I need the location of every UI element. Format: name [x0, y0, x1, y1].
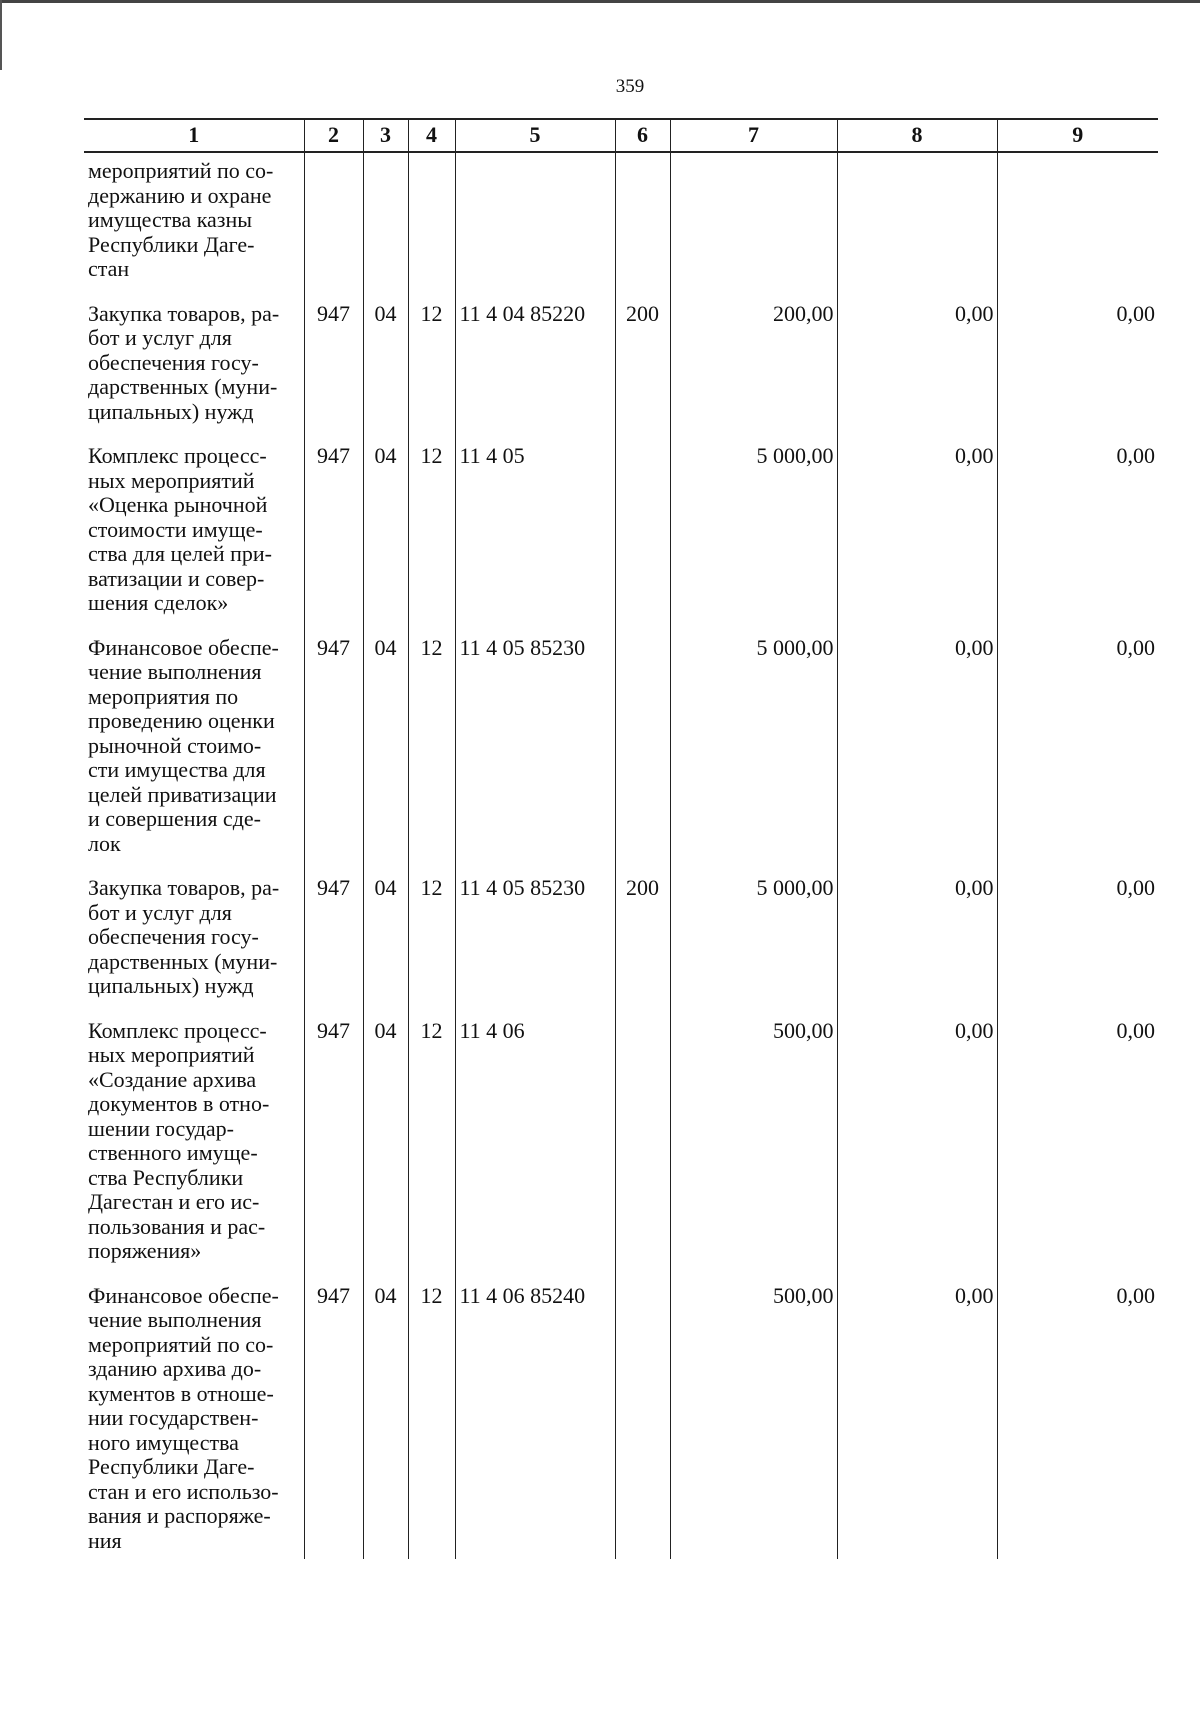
cell-ministry-code: 947: [304, 630, 363, 871]
cell-subsection: 12: [408, 296, 455, 439]
cell-ministry-code: 947: [304, 438, 363, 630]
cell-amount-col9: [997, 152, 1158, 296]
cell-target-article: 11 4 06 85240: [455, 1278, 615, 1560]
header-col-9: 9: [997, 119, 1158, 152]
item-name-line: мероприятий по со-: [88, 158, 274, 183]
item-name-line: Закупка товаров, ра-: [88, 300, 280, 326]
item-name-line: ципальных) нужд: [88, 398, 254, 424]
cell-amount-col9: 0,00: [997, 1278, 1158, 1560]
cell-amount-col9: 0,00: [997, 296, 1158, 439]
table-row: [84, 870, 1158, 1013]
item-name-line: нии государствен-: [88, 1405, 259, 1430]
item-name-line: целей приватизации: [88, 781, 277, 807]
cell-subsection: 12: [408, 1278, 455, 1560]
header-col-8: 8: [837, 119, 997, 152]
cell-section: 04: [363, 1278, 408, 1560]
item-name-line: ных мероприятий: [88, 1042, 255, 1067]
item-name-line: сти имущества для: [88, 757, 266, 782]
item-name-line: Комплекс процесс-: [88, 1017, 267, 1043]
item-name-line: ния: [88, 1527, 122, 1553]
item-name-line: Закупка товаров, ра-: [88, 875, 280, 900]
item-name-line: стан и его использо-: [88, 1478, 279, 1504]
cell-expense-type: [615, 630, 670, 871]
cell-amount-col9: 0,00: [997, 870, 1158, 1013]
cell-section: 04: [363, 296, 408, 439]
cell-subsection: 12: [408, 630, 455, 871]
item-name-line: ства для целей при-: [88, 541, 272, 566]
cell-target-article: 11 4 05: [455, 438, 615, 630]
item-name-line: Комплекс процесс-: [88, 443, 267, 468]
cell-amount-col9: 0,00: [997, 438, 1158, 630]
cell-target-article: 11 4 06: [455, 1013, 615, 1278]
cell-ministry-code: 947: [304, 1013, 363, 1278]
item-name-line: имущества казны: [88, 207, 253, 232]
cell-ministry-code: 947: [304, 296, 363, 439]
header-col-5: 5: [455, 119, 615, 152]
item-name-line: и совершения сде-: [88, 806, 261, 831]
cell-item-name: [84, 630, 304, 871]
cell-amount-col7: 5 000,00: [670, 630, 837, 871]
cell-target-article: [455, 152, 615, 296]
cell-ministry-code: 947: [304, 1278, 363, 1560]
cell-amount-col7: 5 000,00: [670, 438, 837, 630]
header-col-3: 3: [363, 119, 408, 152]
cell-amount-col8: [837, 152, 997, 296]
cell-item-name: [84, 870, 304, 1013]
item-name-line: обеспечения госу-: [88, 349, 259, 375]
item-name-line: Финансовое обеспе-: [88, 1282, 279, 1308]
cell-target-article: 11 4 05 85230: [455, 870, 615, 1013]
item-name-line: Республики Даге-: [88, 1454, 255, 1479]
header-col-4: 4: [408, 119, 455, 152]
item-name-line: лок: [88, 830, 121, 856]
cell-subsection: 12: [408, 438, 455, 630]
item-name-line: дарственных (муни-: [88, 948, 278, 974]
item-name-line: обеспечения госу-: [88, 924, 259, 949]
cell-amount-col7: [670, 152, 837, 296]
cell-amount-col9: 0,00: [997, 1013, 1158, 1278]
cell-subsection: 12: [408, 870, 455, 1013]
table-row: [84, 1278, 1158, 1560]
item-name-line: чение выполнения: [88, 1307, 262, 1332]
cell-expense-type: [615, 1013, 670, 1278]
item-name-line: Республики Даге-: [88, 231, 255, 257]
table-header-row: [84, 119, 1158, 152]
table-row: [84, 296, 1158, 439]
item-name-line: Финансовое обеспе-: [88, 634, 279, 660]
table-row: [84, 152, 1158, 296]
cell-amount-col8: 0,00: [837, 438, 997, 630]
item-name-line: дарственных (муни-: [88, 374, 278, 399]
cell-expense-type: [615, 1278, 670, 1560]
cell-item-name: [84, 296, 304, 439]
cell-item-name: [84, 1013, 304, 1278]
cell-amount-col7: 200,00: [670, 296, 837, 439]
item-name-line: стоимости имуще-: [88, 516, 263, 542]
cell-amount-col7: 500,00: [670, 1013, 837, 1278]
table-row: [84, 630, 1158, 871]
item-name-line: ных мероприятий: [88, 467, 255, 493]
item-name-line: ватизации и совер-: [88, 565, 265, 591]
cell-amount-col8: 0,00: [837, 1278, 997, 1560]
item-name-line: пользования и рас-: [88, 1213, 266, 1239]
cell-section: 04: [363, 630, 408, 871]
cell-amount-col7: 5 000,00: [670, 870, 837, 1013]
scan-edge-top: [0, 0, 1200, 3]
item-name-line: ного имущества: [88, 1429, 239, 1455]
cell-subsection: [408, 152, 455, 296]
cell-expense-type: [615, 152, 670, 296]
cell-amount-col9: 0,00: [997, 630, 1158, 871]
header-col-1: 1: [84, 119, 304, 152]
table-row: [84, 1013, 1158, 1278]
cell-target-article: 11 4 04 85220: [455, 296, 615, 439]
item-name-line: «Создание архива: [88, 1066, 257, 1092]
item-name-line: ципальных) нужд: [88, 973, 254, 998]
item-name-line: шении государ-: [88, 1115, 234, 1141]
item-name-line: документов в отно-: [88, 1091, 270, 1116]
cell-subsection: 12: [408, 1013, 455, 1278]
item-name-line: держанию и охране: [88, 182, 272, 208]
item-name-line: поряжения»: [88, 1238, 202, 1263]
cell-amount-col7: 500,00: [670, 1278, 837, 1560]
cell-expense-type: 200: [615, 296, 670, 439]
cell-ministry-code: 947: [304, 870, 363, 1013]
table-body: [84, 152, 1158, 1559]
item-name-line: ственного имуще-: [88, 1140, 258, 1165]
cell-amount-col8: 0,00: [837, 870, 997, 1013]
item-name-line: вания и распоряже-: [88, 1503, 271, 1528]
item-name-line: ства Республики: [88, 1164, 244, 1190]
item-name-line: проведению оценки: [88, 708, 275, 733]
cell-expense-type: 200: [615, 870, 670, 1013]
cell-target-article: 11 4 05 85230: [455, 630, 615, 871]
cell-amount-col8: 0,00: [837, 1013, 997, 1278]
header-col-2: 2: [304, 119, 363, 152]
cell-section: 04: [363, 1013, 408, 1278]
item-name-line: мероприятий по со-: [88, 1331, 274, 1357]
item-name-line: чение выполнения: [88, 659, 262, 684]
item-name-line: бот и услуг для: [88, 899, 232, 925]
cell-expense-type: [615, 438, 670, 630]
item-name-line: стан: [88, 256, 130, 281]
cell-amount-col8: 0,00: [837, 296, 997, 439]
item-name-line: шения сделок»: [88, 590, 229, 615]
cell-section: 04: [363, 870, 408, 1013]
cell-amount-col8: 0,00: [837, 630, 997, 871]
cell-item-name: [84, 1278, 304, 1560]
scan-edge-left: [0, 0, 2, 70]
item-name-line: рыночной стоимо-: [88, 732, 262, 758]
item-name-line: кументов в отноше-: [88, 1380, 274, 1406]
cell-ministry-code: [304, 152, 363, 296]
cell-item-name: [84, 438, 304, 630]
budget-table: [84, 118, 1158, 1559]
item-name-line: «Оценка рыночной: [88, 492, 268, 517]
cell-item-name: [84, 152, 304, 296]
header-col-6: 6: [615, 119, 670, 152]
table-row: [84, 438, 1158, 630]
page-number: 359: [615, 76, 645, 97]
item-name-line: зданию архива до-: [88, 1356, 262, 1381]
item-name-line: Дагестан и его ис-: [88, 1189, 260, 1214]
item-name-line: мероприятия по: [88, 683, 239, 709]
cell-section: [363, 152, 408, 296]
cell-section: 04: [363, 438, 408, 630]
header-col-7: 7: [670, 119, 837, 152]
item-name-line: бот и услуг для: [88, 325, 232, 350]
